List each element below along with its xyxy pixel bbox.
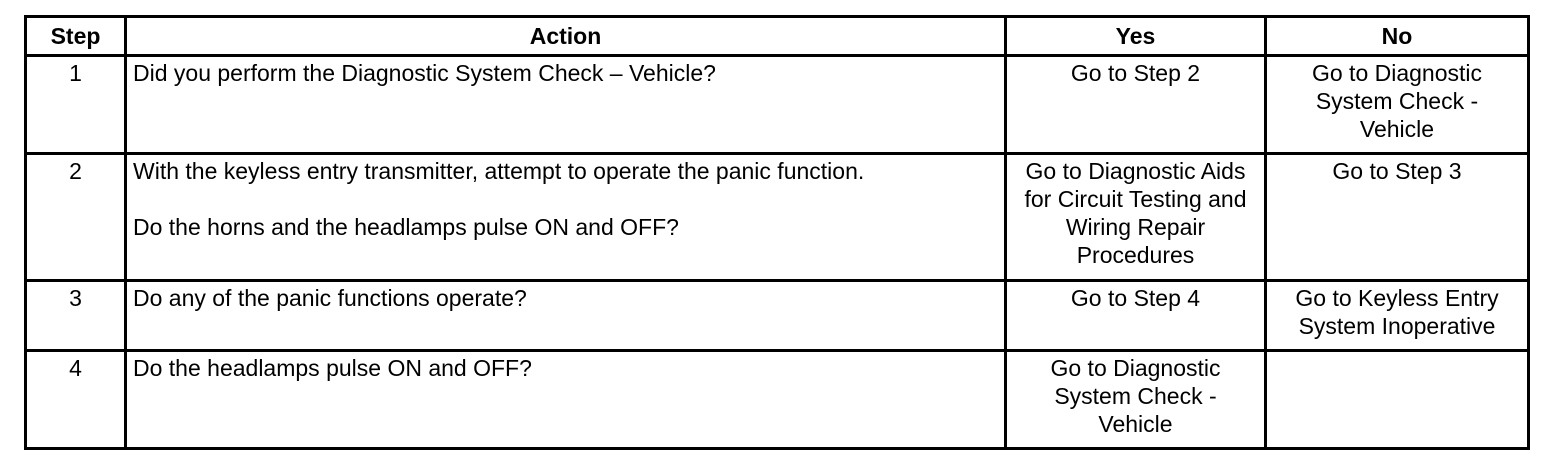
- yes-cell: [1006, 281, 1266, 351]
- action-cell: [126, 56, 1006, 154]
- yes-text: Vehicle: [1098, 411, 1173, 437]
- table-row: [26, 351, 1529, 449]
- step-number: 2: [26, 154, 126, 281]
- no-text: Vehicle: [1359, 116, 1435, 142]
- step-number: 4: [26, 351, 126, 449]
- yes-text: Go to Diagnostic: [1050, 355, 1221, 381]
- no-text: System Inoperative: [1298, 313, 1496, 339]
- action-text: Do any of the panic functions operate?: [133, 285, 527, 311]
- action-text: Did you perform the Diagnostic System Check – Vehicle?: [133, 60, 716, 86]
- no-text: Go to Diagnostic: [1311, 60, 1483, 86]
- no-cell: [1266, 154, 1529, 281]
- step-number: 1: [26, 56, 126, 154]
- yes-text: Procedures: [1076, 242, 1195, 268]
- action-cell: [126, 351, 1006, 449]
- no-cell: [1266, 56, 1529, 154]
- yes-text: Go to Step 4: [1070, 285, 1201, 311]
- table-row: [26, 154, 1529, 281]
- header-yes: Yes: [1006, 17, 1266, 56]
- yes-cell: [1006, 351, 1266, 449]
- no-text: Go to Keyless Entry: [1295, 285, 1499, 311]
- diagnostic-table: [24, 15, 1530, 450]
- no-cell: [1266, 281, 1529, 351]
- action-text: With the keyless entry transmitter, attempt to operate the panic function.: [133, 158, 865, 184]
- table-row: [26, 281, 1529, 351]
- yes-text: Go to Step 2: [1070, 60, 1201, 86]
- header-step: Step: [26, 17, 126, 56]
- yes-text: for Circuit Testing and: [1024, 186, 1247, 212]
- action-cell: [126, 281, 1006, 351]
- no-text: Go to Step 3: [1332, 158, 1462, 184]
- yes-text: Go to Diagnostic Aids: [1025, 158, 1246, 184]
- table-row: [26, 56, 1529, 154]
- header-row: [26, 17, 1529, 56]
- action-text: Do the headlamps pulse ON and OFF?: [133, 355, 532, 381]
- yes-cell: [1006, 154, 1266, 281]
- action-text: Do the horns and the headlamps pulse ON and OFF?: [133, 214, 679, 240]
- step-number: 3: [26, 281, 126, 351]
- yes-text: Wiring Repair: [1065, 214, 1206, 240]
- no-text: System Check -: [1315, 88, 1479, 114]
- no-cell: [1266, 351, 1529, 449]
- yes-text: System Check -: [1054, 383, 1217, 409]
- action-cell: [126, 154, 1006, 281]
- header-action: Action: [126, 17, 1006, 56]
- yes-cell: [1006, 56, 1266, 154]
- header-no: No: [1266, 17, 1529, 56]
